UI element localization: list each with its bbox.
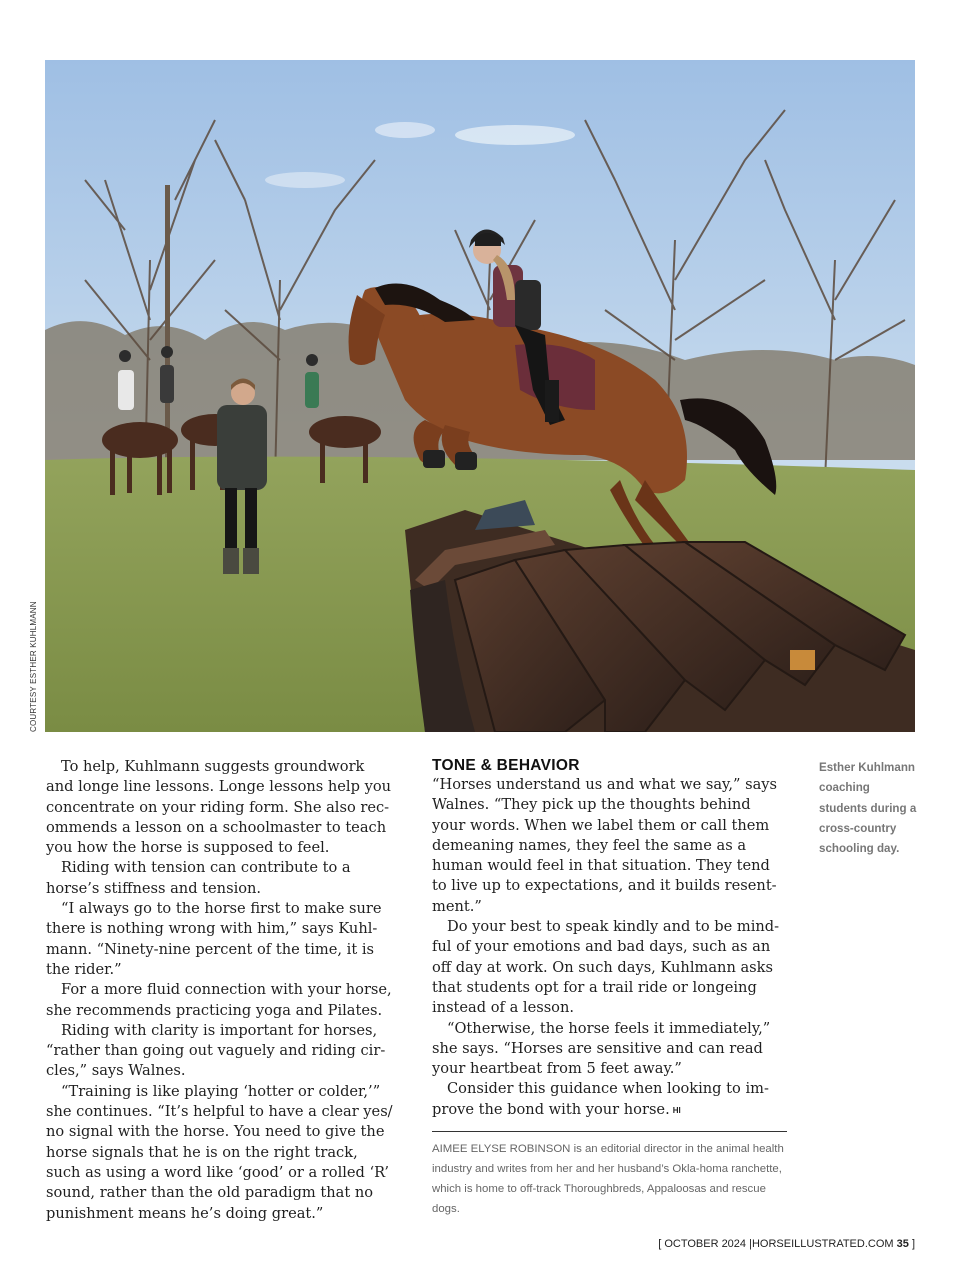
author-bio: AIMEE ELYSE ROBINSON is an editorial director in the animal health industry and writes from her and her husband’s Okla-homa ranchette, which is home to off-track Thoroughbreds, Appaloosas and rescue dogs.	[432, 1143, 784, 1216]
body-paragraph: “I always go to the horse first to make sure there is nothing wrong with him,” says Kuhl-mann. “Ninety-nine percent of the time, it is the rider.”	[46, 900, 382, 978]
folio-bracket-open: [	[658, 1238, 662, 1250]
folio-bracket-close: ]	[911, 1238, 915, 1250]
body-paragraph: “Otherwise, the horse feels it immediately,” she says. “Horses are sensitive and can read your heartbeat from 5 feet away.”	[432, 1019, 771, 1078]
body-paragraph: “Training is like playing ‘hotter or colder,’” she continues. “It’s helpful to have a clear yes/ no signal with the horse. You need to give the horse signals that he is on the right track, such as using a word like ‘good’ or a rolled ‘R’ sound, rather than the old paradigm that no punishment means he’s doing great.”	[46, 1082, 393, 1222]
photo-credit: COURTESY ESTHER KUHLMANN	[29, 601, 38, 732]
section-subhead: TONE & BEHAVIOR	[432, 757, 580, 774]
body-paragraph: Riding with tension can contribute to a horse’s stiffness and tension.	[46, 859, 351, 897]
bio-divider	[432, 1131, 787, 1132]
body-paragraph: To help, Kuhlmann suggests groundwork and longe line lessons. Longe lessons help you concentrate on your riding form. She also rec-ommends a lesson on a schoolmaster to teach you how the horse is supposed to feel.	[46, 758, 391, 857]
body-paragraph: “Horses understand us and what we say,” says Walnes. “They pick up the thoughts behind your words. When we label them or call them demeaning names, they feel the same as a human would feel in that situation. They tend to live up to expectations, and it builds resent-ment.”	[432, 776, 778, 915]
left-column	[46, 757, 396, 1224]
folio-issue: OCTOBER 2024	[664, 1238, 747, 1250]
page-folio	[658, 1238, 915, 1250]
photo-caption: Esther Kuhlmann coaching students during a cross-country schooling day.	[819, 761, 917, 856]
end-mark-icon: HI	[672, 1105, 681, 1115]
middle-column	[432, 757, 787, 1219]
body-paragraph: Riding with clarity is important for horses, “rather than going out vaguely and riding cir-cles,” says Walnes.	[46, 1021, 386, 1080]
closing-paragraph	[432, 1079, 787, 1121]
folio-site: HORSEILLUSTRATED.COM	[751, 1238, 894, 1250]
body-paragraph: For a more fluid connection with your horse, she recommends practicing yoga and Pilates.	[46, 981, 392, 1019]
body-paragraph: Do your best to speak kindly and to be mind-ful of your emotions and bad days, such as an off day at work. On such days, Kuhlmann asks that students opt for a trail ride or longeing instead of a lesson.	[432, 918, 780, 1017]
folio-separator: |	[749, 1238, 752, 1250]
page-number: 35	[896, 1238, 909, 1250]
feature-photo	[45, 60, 915, 732]
closing-text: Consider this guidance when looking to im-prove the bond with your horse.	[432, 1080, 769, 1118]
equestrian-photo-illustration	[45, 60, 915, 732]
